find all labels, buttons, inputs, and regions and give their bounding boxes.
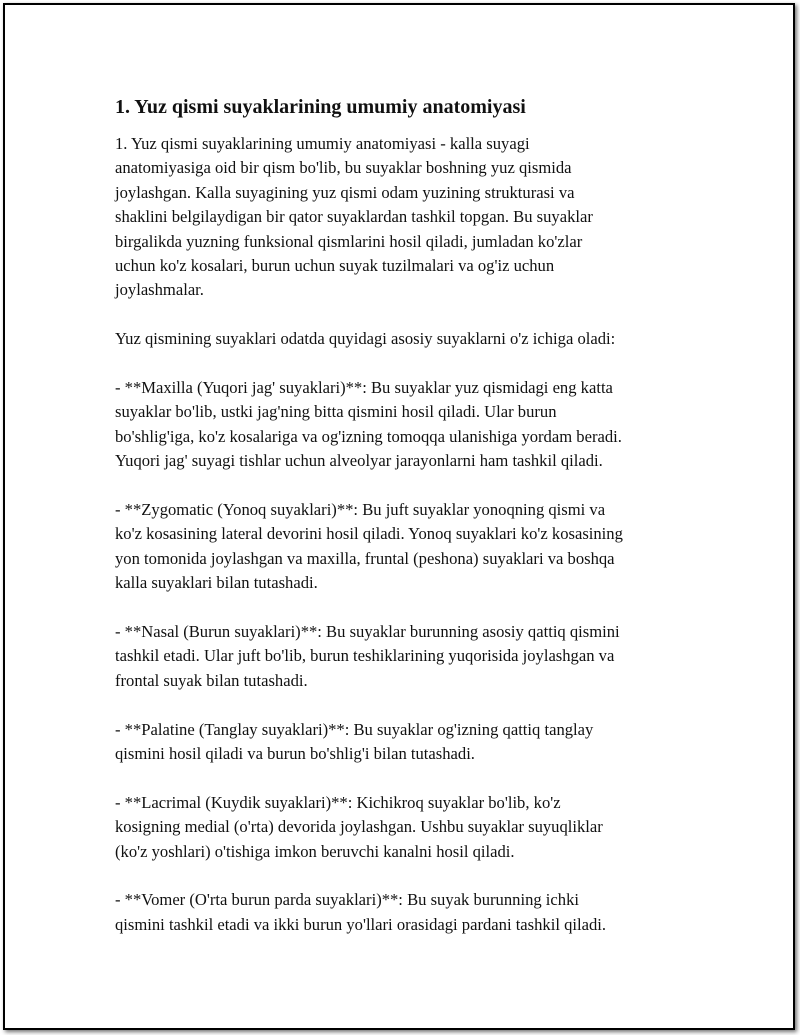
list-item-vomer: - **Vomer (O'rta burun parda suyaklari)**: Bu suyak burunning ichki qismini tashkil etadi va ikki burun yo'llari orasidagi pardani tashkil qiladi. bbox=[115, 890, 607, 934]
list-item-maxilla: - **Maxilla (Yuqori jag' suyaklari)**: Bu suyaklar yuz qismidagi eng katta suyaklar bo'lib, ustki jag'ning bitta qismini hosil qiladi. Ular burun bo'shlig'iga, ko'z kosalariga va og'izning tomoqqa ulanishiga yordam beradi. Yuqori jag' suyagi tishlar uchun alveolyar jarayonlarni ham tashkil qiladi. bbox=[115, 378, 622, 471]
list-item-lacrimal: - **Lacrimal (Kuydik suyaklari)**: Kichikroq suyaklar bo'lib, ko'z kosigning medial (o'rta) devorida joylashgan. Ushbu suyaklar suyuqliklar (ko'z yoshlari) o'tishiga imkon beruvchi kanalni hosil qiladi. bbox=[115, 792, 603, 861]
paragraph-list-intro: Yuz qismining suyaklari odatda quyidagi asosiy suyaklarni o'z ichiga oladi: bbox=[115, 329, 616, 349]
list-item-nasal: - **Nasal (Burun suyaklari)**: Bu suyaklar burunning asosiy qattiq qismini tashkil etadi. Ular juft bo'lib, burun teshiklarining yuqorisida joylashgan va frontal suyak bilan tutashadi. bbox=[115, 622, 620, 690]
document-body bbox=[115, 94, 700, 962]
list-item-zygomatic: - **Zygomatic (Yonoq suyaklari)**: Bu juft suyaklar yonoqning qismi va ko'z kosasining lateral devorini hosil qiladi. Yonoq suyaklari ko'z kosasining yon tomonida joylashgan va maxilla, fruntal (peshona) suyaklari va boshqa kalla suyaklari bilan tutashadi. bbox=[115, 500, 623, 593]
list-item-palatine: - **Palatine (Tanglay suyaklari)**: Bu suyaklar og'izning qattiq tanglay qismini hosil qiladi va burun bo'shlig'i bilan tutashadi. bbox=[115, 719, 594, 764]
document-title: 1. Yuz qismi suyaklarining umumiy anatomiyasi bbox=[115, 96, 526, 118]
paragraph-intro: 1. Yuz qismi suyaklarining umumiy anatomiyasi - kalla suyagi anatomiyasiga oid bir qism bo'lib, bu suyaklar boshning yuz qismida joylashgan. Kalla suyagining yuz qismi odam yuzining strukturasi va shaklini belgilaydigan bir qator suyaklardan tashkil topgan. Bu suyaklar birgalikda yuzning funksional qismlarini hosil qiladi, jumladan ko'zlar uchun ko'z kosalari, burun uchun suyak tuzilmalari va og'iz uchun joylashmalar. bbox=[115, 134, 593, 300]
